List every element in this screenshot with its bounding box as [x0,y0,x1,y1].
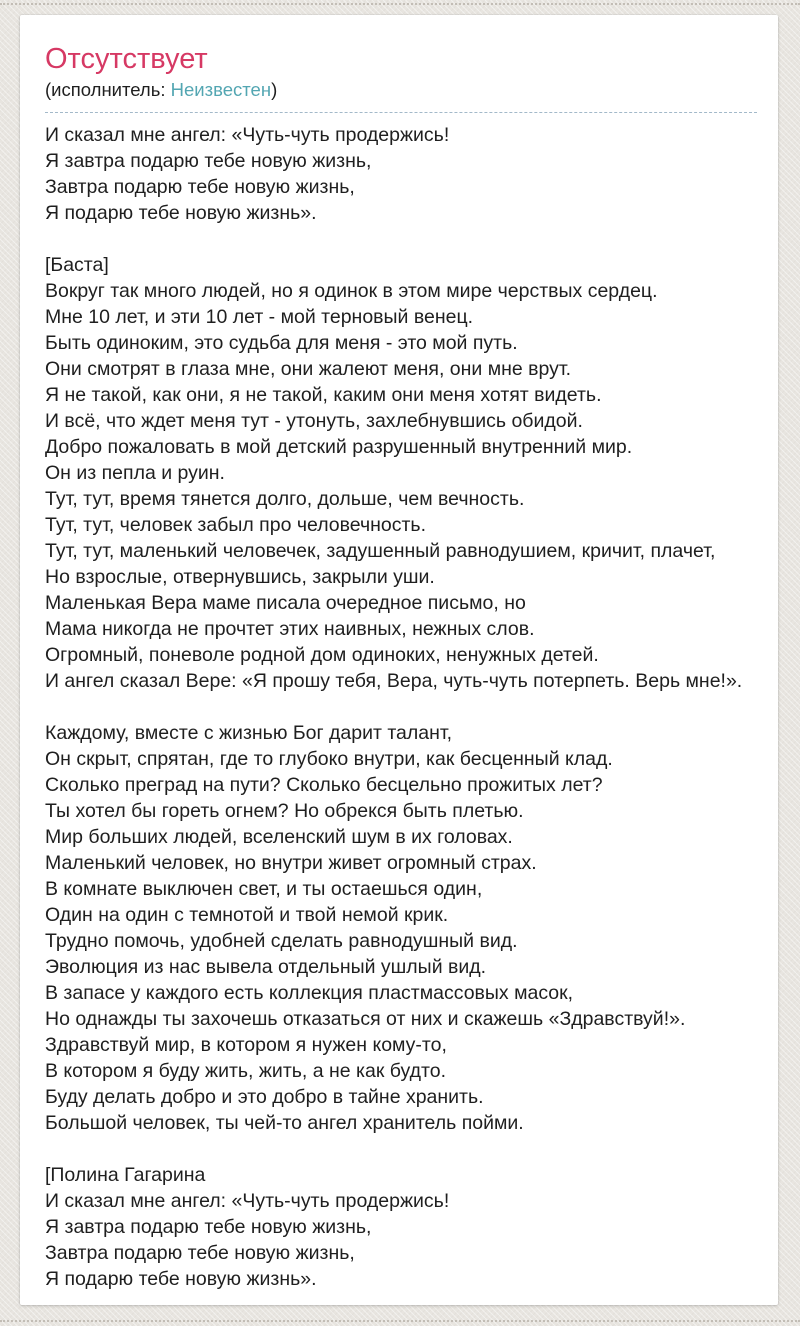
lyric-line: В комнате выключен свет, и ты остаешься один, [45,878,483,901]
lyric-line: Маленький человек, но внутри живет огромный страх. [45,852,537,875]
lyric-line [45,1136,757,1162]
lyric-line: Здравствуй мир, в котором я нужен кому-то, [45,1034,447,1057]
lyric-line: Я не такой, как они, я не такой, каким они меня хотят видеть. [45,384,602,407]
lyric-line: И ангел сказал Вере: «Я прошу тебя, Вера, чуть-чуть потерпеть. Верь мне!». [45,670,743,693]
lyric-line: Буду делать добро и это добро в тайне хранить. [45,1086,484,1109]
lyric-line: Сколько преград на пути? Сколько бесцельно прожитых лет? [45,774,603,797]
lyric-line: Я завтра подарю тебе новую жизнь, [45,150,372,173]
lyric-line: Тут, тут, маленький человечек, задушенный равнодушием, кричит, плачет, [45,540,716,563]
lyric-line: И сказал мне ангел: «Чуть-чуть продержись! [45,124,450,147]
artist-label-close: ) [271,79,278,101]
lyric-line: Тут, тут, человек забыл про человечность. [45,514,427,537]
lyric-line: В запасе у каждого есть коллекция пластмассовых масок, [45,982,574,1005]
page-top-dotted-texture [0,3,800,5]
lyric-line: Я завтра подарю тебе новую жизнь, [45,1216,372,1239]
lyric-line: Но взрослые, отвернувшись, закрыли уши. [45,566,435,589]
lyric-line: Тут, тут, время тянется долго, дольше, чем вечность. [45,488,525,511]
lyric-line: Завтра подарю тебе новую жизнь, [45,176,355,199]
lyric-line: Они смотрят в глаза мне, они жалеют меня, они мне врут. [45,358,572,381]
lyric-line: Маленькая Вера маме писала очередное письмо, но [45,592,526,615]
song-title: Отсутствует [45,43,208,75]
lyric-line: Я подарю тебе новую жизнь». [45,202,317,225]
lyric-line: И сказал мне ангел: «Чуть-чуть продержись! [45,1190,450,1213]
lyric-line: Огромный, поневоле родной дом одиноких, ненужных детей. [45,644,599,667]
lyric-line: Каждому, вместе с жизнью Бог дарит талант, [45,722,453,745]
lyric-line: [Баста] [45,254,109,277]
lyric-line: Вокруг так много людей, но я одинок в этом мире черствых сердец. [45,280,658,303]
lyric-line: Но однажды ты захочешь отказаться от них и скажешь «Здравствуй!». [45,1008,686,1031]
lyric-line: Трудно помочь, удобней сделать равнодушный вид. [45,930,518,953]
lyric-line: Он из пепла и руин. [45,462,225,485]
lyric-line: В котором я буду жить, жить, а не как будто. [45,1060,446,1083]
lyric-line: Мир больших людей, вселенский шум в их головах. [45,826,513,849]
lyric-line: Мне 10 лет, и эти 10 лет - мой терновый венец. [45,306,474,329]
song-header [45,43,757,113]
lyric-line: Я подарю тебе новую жизнь». [45,1268,317,1291]
page-bottom-dotted-texture [0,1320,800,1322]
lyric-line: Эволюция из нас вывела отдельный ушлый вид. [45,956,487,979]
lyric-line: Завтра подарю тебе новую жизнь, [45,1242,355,1265]
lyric-line [45,226,757,252]
lyric-line: [Полина Гагарина [45,1164,206,1187]
artist-label: (исполнитель: [45,79,166,101]
artist-line [45,79,757,101]
lyric-line: Мама никогда не прочтет этих наивных, нежных слов. [45,618,535,641]
lyrics-card [20,15,778,1305]
artist-link[interactable]: Неизвестен [170,79,272,101]
lyric-line: Он скрыт, спрятан, где то глубоко внутри, как бесценный клад. [45,748,613,771]
lyric-line: Ты хотел бы гореть огнем? Но обрекся быть плетью. [45,800,524,823]
lyric-line: И всё, что ждет меня тут - утонуть, захлебнувшись обидой. [45,410,583,433]
lyric-line: Добро пожаловать в мой детский разрушенный внутренний мир. [45,436,633,459]
lyric-line [45,694,757,720]
lyric-line: Большой человек, ты чей-то ангел хранитель пойми. [45,1112,524,1135]
lyrics [45,122,757,1292]
lyric-line: Один на один с темнотой и твой немой крик. [45,904,449,927]
lyric-line: Быть одиноким, это судьба для меня - это мой путь. [45,332,518,355]
